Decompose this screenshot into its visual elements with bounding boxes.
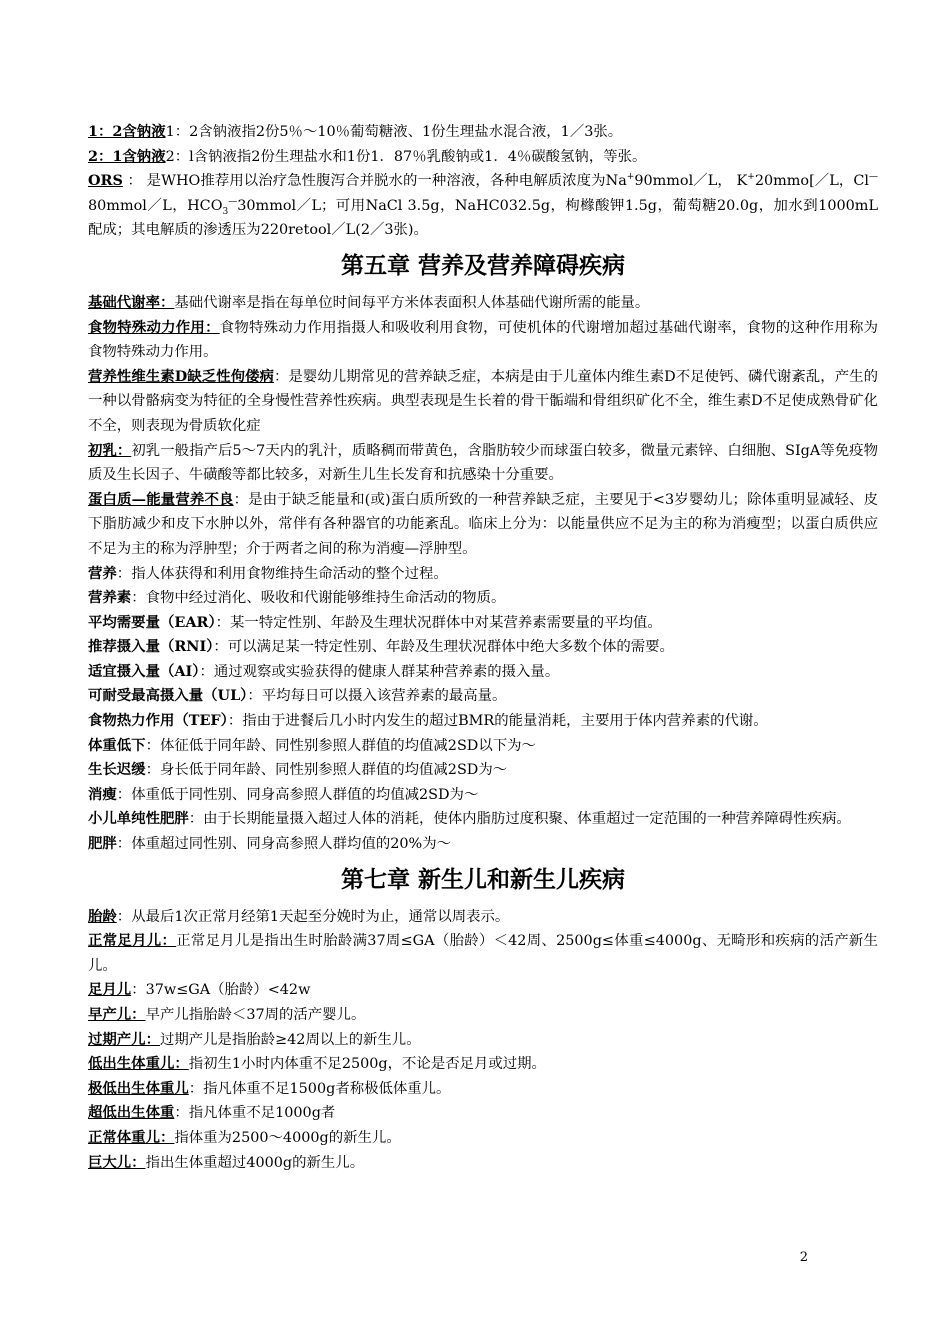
term: 肥胖 — [88, 835, 117, 853]
term: 适宜摄入量（AI） — [88, 662, 200, 680]
definition — [88, 709, 878, 734]
term: 平均需要量（EAR） — [88, 613, 216, 631]
term: 体重低下 — [88, 736, 146, 754]
term: 正常体重儿： — [88, 1128, 175, 1146]
superscript: — — [228, 196, 238, 207]
definition — [88, 1052, 878, 1077]
term: 极低出生体重儿 — [88, 1079, 189, 1097]
term: 超低出生体重 — [88, 1104, 175, 1122]
definition — [88, 488, 878, 562]
term: 营养 — [88, 564, 117, 582]
definition-1-2-sodium — [88, 120, 878, 145]
term: 推荐摄入量（RNI） — [88, 638, 214, 656]
definition-text: ：平均每日可以摄入该营养素的最高量。 — [247, 688, 507, 705]
term: 低出生体重儿： — [88, 1055, 189, 1073]
definition-text: 早产儿指胎龄＜37周的活产婴儿。 — [145, 1007, 366, 1023]
term: 蛋白质—能量营养不良 — [88, 490, 234, 508]
definition — [88, 1151, 878, 1176]
definition — [88, 291, 878, 316]
definition-text: 初乳一般指产后5～7天内的乳汁，质略稠而带黄色，含脂肪较少而球蛋白较多，微量元素锌、白细胞、SIgA等免疫物质及生长因子、牛磺酸等都比较多，对新生儿生长发育和抗感染十分重要。 — [88, 442, 878, 484]
definition-text: 基础代谢率是指在每单位时间每平方米体表面积人体基础代谢所需的能量。 — [174, 294, 650, 311]
definition — [88, 978, 878, 1003]
definition — [88, 635, 878, 660]
superscript: + — [747, 172, 755, 183]
definition — [88, 1028, 878, 1053]
definition — [88, 439, 878, 488]
term: 足月儿 — [88, 981, 132, 999]
definition — [88, 365, 878, 439]
term: 可耐受最高摄入量（UL） — [88, 687, 248, 705]
chapter-5-title: 第五章 营养及营养障碍疾病 — [340, 252, 625, 279]
term: 1：2含钠液 — [88, 123, 166, 140]
definition-text: 指出生体重超过4000g的新生儿。 — [145, 1154, 365, 1171]
definition-text: ：指人体获得和利用食物维持生命活动的整个过程。 — [116, 565, 448, 582]
definition-text: ：食物中经过消化、吸收和代谢能够维持生命活动的物质。 — [131, 590, 506, 607]
definition — [88, 1003, 878, 1028]
term: 食物热力作用（TEF） — [88, 712, 228, 730]
term: 巨大儿： — [88, 1153, 146, 1171]
definition — [88, 316, 878, 365]
definition — [88, 1101, 878, 1126]
definition-text: ：是由于缺乏能量和(或)蛋白质所致的一种营养缺乏症，主要见于<3岁婴幼儿；除体重明显减轻、皮下脂肪减少和皮下水肿以外，常伴有各种器官的功能紊乱。临床上分为：以能量供应不足为主的称为消瘦型；以蛋白质供应不足为主的称为浮肿型；介于两者之间的称为消瘦—浮肿型。 — [88, 491, 878, 557]
term: 早产儿： — [88, 1006, 146, 1023]
definition-text: 指体重为2500～4000g的新生儿。 — [174, 1129, 401, 1146]
definition-text: 过期产儿是指胎龄≥42周以上的新生儿。 — [159, 1031, 421, 1048]
superscript: — — [869, 172, 878, 183]
definition-text: ：体重超过同性别、同身高参照人群均值的20%为～ — [116, 836, 451, 853]
definition — [88, 734, 878, 759]
definition-text: ：通过观察或实验获得的健康人群某种营养素的摄入量。 — [199, 663, 560, 680]
definition-text: ：某一特定性别、年龄及生理状况群体中对某营养素需要量的平均值。 — [215, 614, 662, 631]
term: 消瘦 — [88, 785, 117, 803]
definition — [88, 807, 878, 832]
term: 营养素 — [88, 589, 132, 607]
term: 生长迟缓 — [88, 761, 146, 779]
definition — [88, 783, 878, 808]
text: 80mmol／L，HCO — [88, 197, 223, 214]
text: 90mmol／L， K — [634, 173, 748, 190]
definition-text: 正常足月儿是指出生时胎龄满37周≤GA（胎龄）＜42周、2500g≤体重≤4000g、无畸形和疾病的活产新生儿。 — [88, 933, 878, 974]
term: 基础代谢率： — [88, 293, 175, 311]
text: ： 是WHO推荐用以治疗急性腹泻合并脱水的一种溶液，各种电解质浓度为Na — [122, 173, 627, 190]
chapter-7-title: 第七章 新生儿和新生儿疾病 — [340, 866, 625, 893]
definition-text: ：可以满足某一特定性别、年龄及生理状况群体中绝大多数个体的需要。 — [213, 639, 674, 656]
term: 过期产儿： — [88, 1030, 160, 1048]
definition-text: ：体征低于同年龄、同性别参照人群值的均值减2SD以下为～ — [145, 737, 536, 754]
definition-text: ：从最后1次正常月经第1天起至分娩时为止，通常以周表示。 — [116, 908, 510, 925]
definition — [88, 586, 878, 611]
text: 30mmol／L；可用NaCl 3.5g，NaHC032.5g，枸橼酸钾1.5g，葡萄糖20.0g，加水到1000mL配成；其电解质的渗透压为220retool／L(2／3张)。 — [88, 197, 878, 239]
definition — [88, 562, 878, 587]
term: 营养性维生素D缺乏性佝偻病 — [88, 367, 274, 385]
superscript: + — [626, 172, 635, 183]
document-page — [88, 120, 878, 1175]
definition-text: ：37w≤GA（胎龄）<42w — [131, 982, 311, 999]
term: 胎龄 — [88, 907, 117, 925]
definition — [88, 832, 878, 857]
definition — [88, 1077, 878, 1102]
definition-text: ：指凡体重不足1000g者 — [174, 1105, 336, 1122]
definition — [88, 905, 878, 930]
definition-text: 2：l含钠液指2份生理盐水和1份1．87％乳酸钠或1．4％碳酸氢钠，等张。 — [165, 148, 647, 165]
definition — [88, 611, 878, 636]
term: 食物特殊动力作用： — [88, 318, 220, 336]
definition — [88, 660, 878, 685]
page-number: 2 — [799, 1250, 808, 1265]
term: 2：1含钠液 — [88, 147, 166, 165]
chapter-7-definitions — [88, 905, 878, 1176]
definition-text: 食物特殊动力作用指摄人和吸收利用食物，可使机体的代谢增加超过基础代谢率，食物的这种作用称为食物特殊动力作用。 — [88, 319, 878, 361]
term: ORS — [88, 172, 123, 190]
definition — [88, 929, 878, 978]
subscript: 3 — [222, 206, 229, 217]
definition-text: ：是婴幼儿期常见的营养缺乏症，本病是由于儿童体内维生素D不足使钙、磷代谢紊乱，产生的一种以骨骼病变为特征的全身慢性营养性疾病。典型表现是生长着的骨干骺端和骨组织矿化不全，维生素D不足使成熟骨矿化不全，则表现为骨质软化症 — [88, 368, 879, 434]
definition-ors — [88, 169, 878, 243]
definition-text: 1：2含钠液指2份5％～10％葡萄糖液、1份生理盐水混合液，1／3张。 — [165, 124, 623, 140]
definition-text: ：由于长期能量摄入超过人体的消耗，使体内脂肪过度积聚、体重超过一定范围的一种营养障碍性疾病。 — [188, 811, 851, 828]
text: 20mmo[／L，Cl — [754, 173, 869, 190]
definition-text: 指初生1小时内体重不足2500g，不论是否足月或过期。 — [188, 1056, 546, 1073]
term: 正常足月儿： — [88, 932, 177, 950]
definition-text: ：体重低于同性别、同身高参照人群值的均值减2SD为～ — [116, 786, 479, 803]
definition — [88, 1126, 878, 1151]
term: 初乳： — [88, 441, 132, 459]
definition-text: ：指凡体重不足1500g者称极低体重儿。 — [188, 1080, 451, 1097]
chapter-5-definitions — [88, 291, 878, 857]
definition-text: ：身长低于同年龄、同性别参照人群值的均值减2SD为～ — [145, 762, 508, 779]
definition-2-1-sodium — [88, 145, 878, 170]
definition — [88, 684, 878, 709]
term: 小儿单纯性肥胖 — [88, 810, 189, 828]
definition — [88, 758, 878, 783]
definition-text: ：指由于进餐后几小时内发生的超过BMR的能量消耗，主要用于体内营养素的代谢。 — [227, 713, 768, 730]
